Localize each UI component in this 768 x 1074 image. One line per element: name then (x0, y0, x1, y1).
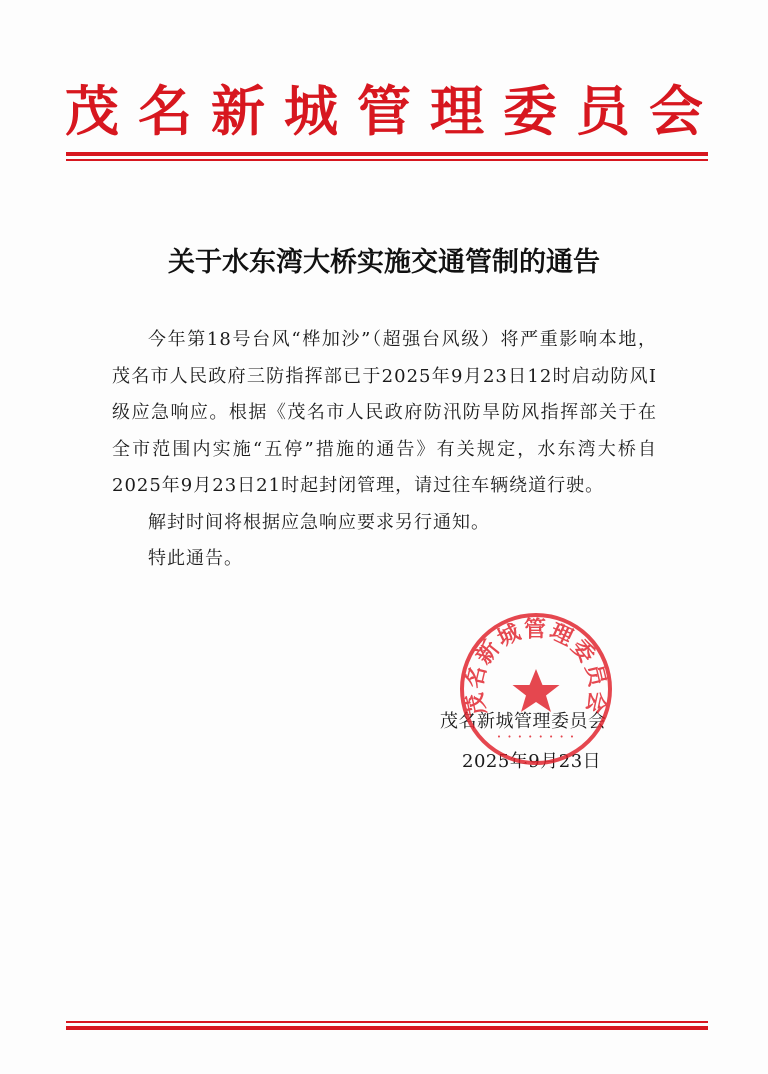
letterhead-rule-top (66, 152, 708, 156)
seal-star-icon (513, 669, 560, 712)
footer-rule-thin (66, 1021, 708, 1023)
footer-rule-thick (66, 1026, 708, 1030)
body-paragraph-1: 今年第18号台风“桦加沙”（超强台风级）将严重影响本地，茂名市人民政府三防指挥部已于2025年9月23日12时启动防风Ⅰ级应急响应。根据《茂名市人民政府防汛防旱防风指挥部关于在全市范围内实施“五停”措施的通告》有关规定，水东湾大桥自2025年9月23日21时起封闭管理，请过往车辆绕道行驶。 (112, 329, 657, 496)
seal-arc-text: 茂名新城管理委员会 (461, 616, 611, 718)
document-body (112, 322, 657, 578)
signature-org: 茂名新城管理委员会 (440, 711, 607, 732)
svg-text:• • • • • • • •: • • • • • • • • (496, 733, 576, 741)
signature-date: 2025年9月23日 (462, 751, 602, 772)
letterhead-org-name: 茂名新城管理委员会 (65, 79, 722, 143)
body-paragraph-2: 解封时间将根据应急响应要求另行通知。 (148, 511, 490, 533)
document-title: 关于水东湾大桥实施交通管制的通告 (168, 247, 600, 278)
letterhead-rule-top-thin (66, 159, 708, 161)
body-paragraph-3: 特此通告。 (148, 548, 243, 569)
svg-text:茂名新城管理委员会 (461, 616, 611, 717)
official-seal (458, 611, 614, 767)
